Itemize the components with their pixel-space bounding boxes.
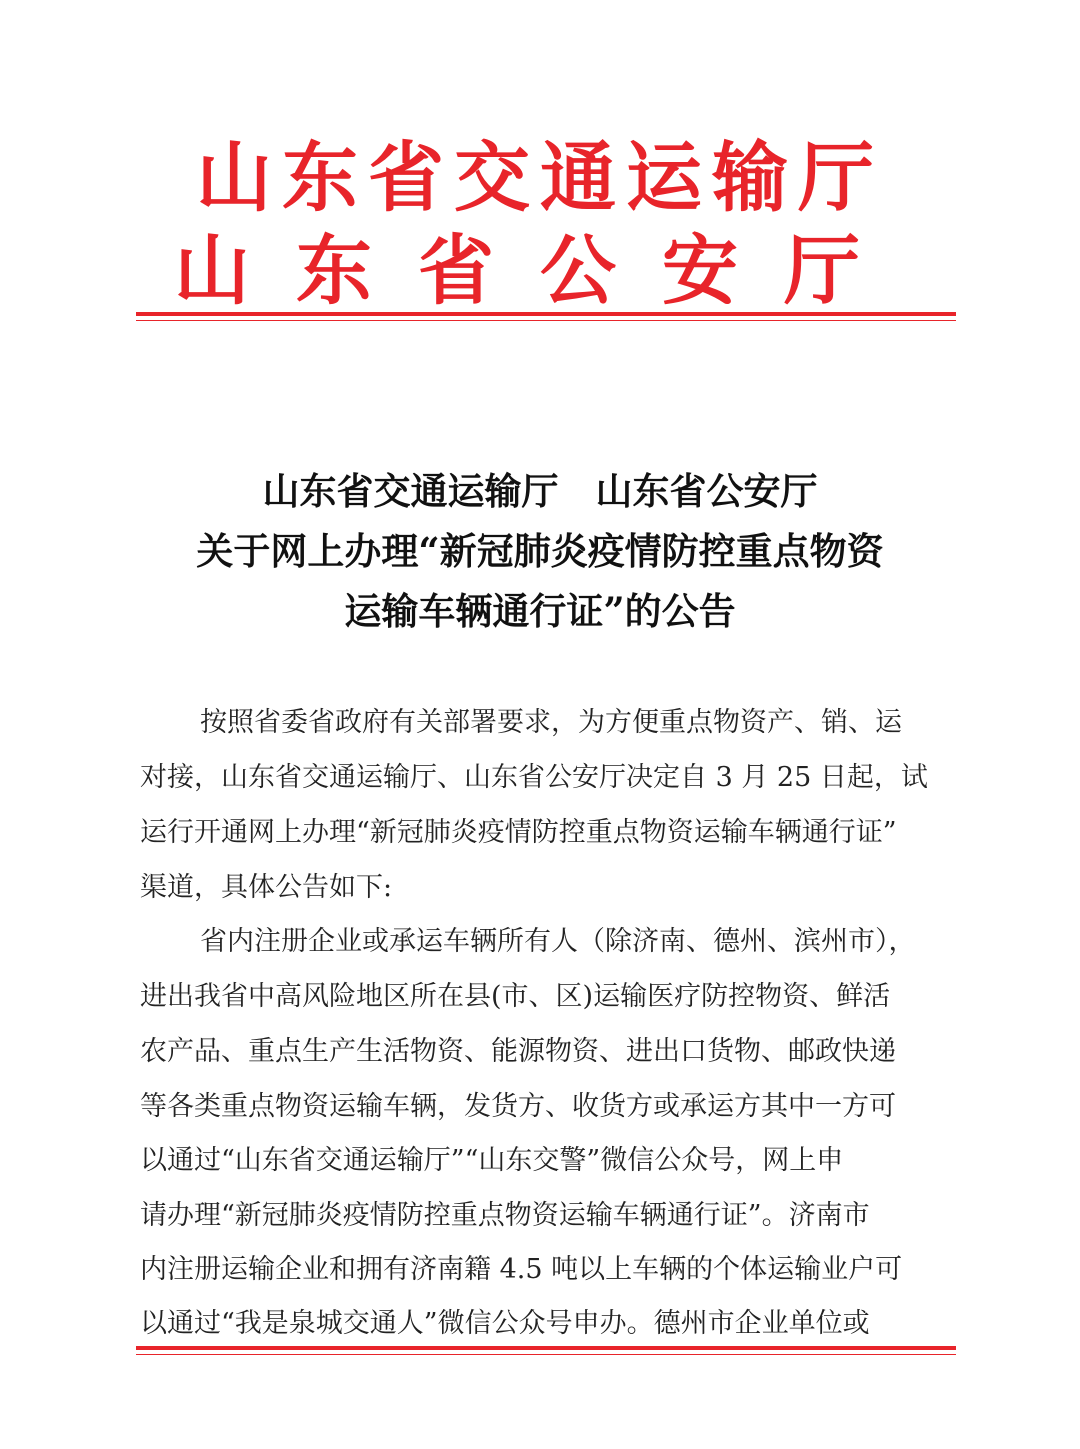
document-title-subject-line1: 关于网上办理“新冠肺炎疫情防控重点物资 xyxy=(196,529,884,573)
document-title-subject-line2: 运输车辆通行证”的公告 xyxy=(344,589,736,633)
body-text-line: 按照省委省政府有关部署要求，为方便重点物资产、销、运 xyxy=(200,707,902,738)
body-text-line: 省内注册企业或承运车辆所有人（除济南、德州、滨州市）， xyxy=(200,926,916,957)
body-text-line: 内注册运输企业和拥有济南籍 4.5 吨以上车辆的个体运输业户可 xyxy=(140,1254,903,1285)
body-text-line: 等各类重点物资运输车辆，发货方、收货方或承运方其中一方可 xyxy=(140,1091,896,1122)
footer-red-rule-thin xyxy=(136,1354,956,1355)
letterhead-red-rule-thick xyxy=(136,312,956,316)
body-text-line: 运行开通网上办理“新冠肺炎疫情防控重点物资运输车辆通行证” xyxy=(140,817,897,848)
document-title-issuers: 山东省交通运输厅 山东省公安厅 xyxy=(262,469,818,513)
body-text-line: 渠道，具体公告如下: xyxy=(140,872,393,903)
letterhead-line-transport-department: 山东省交通运输厅 xyxy=(196,133,884,222)
letterhead-line-public-security-department: 山东省公安厅 xyxy=(174,226,906,315)
body-text-line: 以通过“我是泉城交通人”微信公众号申办。德州市企业单位或 xyxy=(140,1308,870,1339)
body-text-line: 请办理“新冠肺炎疫情防控重点物资运输车辆通行证”。济南市 xyxy=(140,1200,870,1231)
body-text-line: 对接，山东省交通运输厅、山东省公安厅决定自 3 月 25 日起，试 xyxy=(140,762,928,793)
body-text-line: 以通过“山东省交通运输厅”“山东交警”微信公众号，网上申 xyxy=(140,1145,844,1176)
footer-red-rule-thick xyxy=(136,1346,956,1350)
letterhead-red-rule-thin xyxy=(136,320,956,321)
body-text-line: 农产品、重点生产生活物资、能源物资、进出口货物、邮政快递 xyxy=(140,1036,896,1067)
body-text-line: 进出我省中高风险地区所在县(市、区)运输医疗防控物资、鲜活 xyxy=(140,981,891,1012)
